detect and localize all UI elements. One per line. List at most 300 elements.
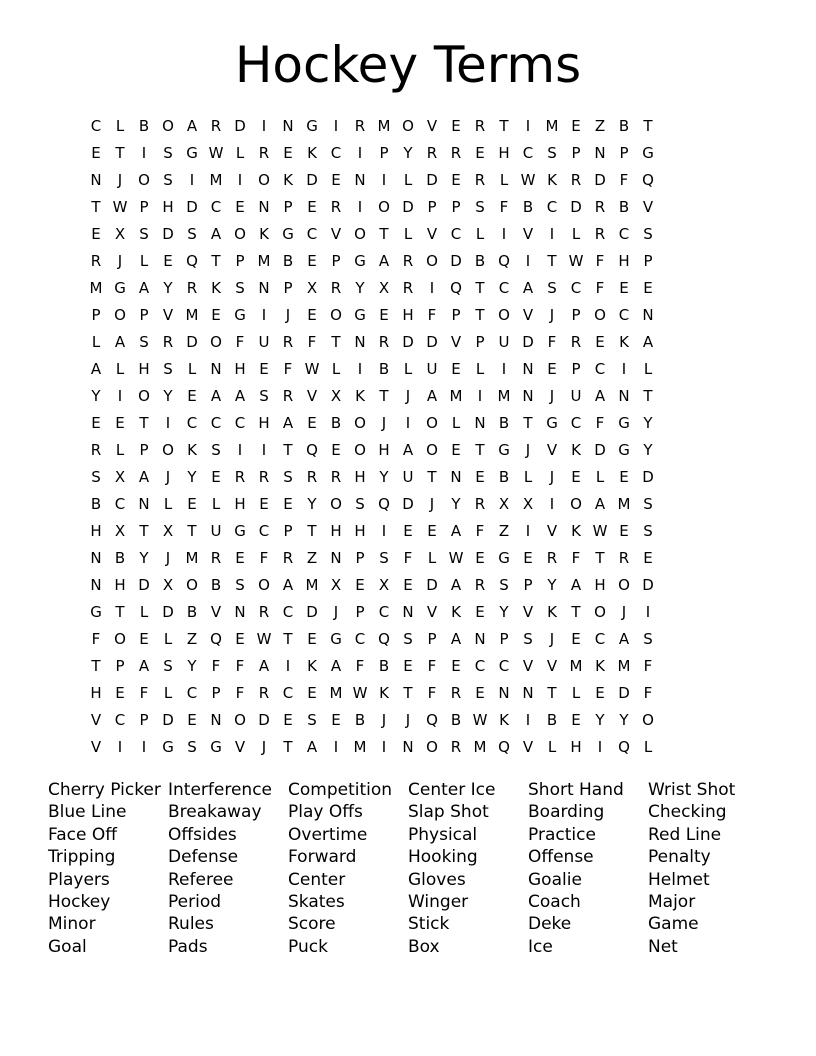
grid-letter[interactable]: K — [451, 603, 461, 621]
grid-letter[interactable]: E — [307, 306, 317, 324]
grid-letter[interactable]: B — [618, 117, 630, 135]
grid-letter[interactable]: E — [91, 414, 101, 432]
grid-letter[interactable]: Z — [306, 549, 318, 567]
grid-letter[interactable]: E — [595, 684, 605, 702]
grid-letter[interactable]: F — [499, 198, 509, 216]
grid-letter[interactable]: H — [498, 144, 510, 162]
grid-letter[interactable]: T — [187, 522, 197, 540]
grid-letter[interactable]: O — [354, 225, 366, 243]
grid-letter[interactable]: J — [549, 468, 555, 486]
grid-letter[interactable]: R — [258, 684, 270, 702]
grid-letter[interactable]: T — [115, 144, 125, 162]
grid-letter[interactable]: T — [211, 252, 221, 270]
grid-letter[interactable]: B — [138, 117, 150, 135]
grid-letter[interactable]: L — [643, 360, 653, 378]
grid-letter[interactable]: E — [475, 684, 485, 702]
grid-letter[interactable]: A — [234, 387, 246, 405]
grid-letter[interactable]: F — [427, 306, 437, 324]
grid-letter[interactable]: A — [210, 387, 222, 405]
grid-letter[interactable]: B — [210, 576, 222, 594]
grid-letter[interactable]: M — [473, 738, 487, 756]
grid-letter[interactable]: P — [235, 252, 245, 270]
grid-letter[interactable]: Y — [643, 441, 653, 459]
grid-letter[interactable]: I — [525, 711, 531, 729]
grid-letter[interactable]: D — [642, 468, 654, 486]
grid-letter[interactable]: E — [619, 468, 629, 486]
grid-letter[interactable]: O — [426, 441, 438, 459]
grid-letter[interactable]: V — [426, 225, 438, 243]
grid-letter[interactable]: N — [90, 576, 102, 594]
grid-letter[interactable]: E — [619, 279, 629, 297]
grid-letter[interactable]: N — [210, 360, 222, 378]
grid-letter[interactable]: V — [90, 738, 102, 756]
grid-letter[interactable]: G — [498, 549, 510, 567]
grid-letter[interactable]: V — [546, 522, 558, 540]
grid-letter[interactable]: H — [258, 414, 270, 432]
grid-letter[interactable]: C — [618, 225, 630, 243]
grid-letter[interactable]: Y — [451, 495, 461, 513]
grid-letter[interactable]: D — [402, 495, 414, 513]
grid-letter[interactable]: I — [357, 144, 363, 162]
grid-letter[interactable]: K — [547, 603, 557, 621]
grid-letter[interactable]: A — [258, 657, 270, 675]
grid-letter[interactable]: E — [571, 630, 581, 648]
grid-letter[interactable]: E — [91, 144, 101, 162]
grid-letter[interactable]: R — [450, 738, 462, 756]
grid-letter[interactable]: R — [378, 333, 390, 351]
grid-letter[interactable]: P — [619, 144, 629, 162]
grid-letter[interactable]: S — [643, 225, 653, 243]
grid-letter[interactable]: N — [330, 549, 342, 567]
grid-letter[interactable]: E — [475, 468, 485, 486]
grid-letter[interactable]: Y — [403, 144, 413, 162]
grid-letter[interactable]: S — [139, 333, 149, 351]
grid-letter[interactable]: F — [355, 657, 365, 675]
grid-letter[interactable]: P — [379, 144, 389, 162]
grid-letter[interactable]: R — [282, 549, 294, 567]
grid-letter[interactable]: O — [114, 306, 126, 324]
grid-letter[interactable]: N — [618, 387, 630, 405]
grid-letter[interactable]: A — [570, 576, 582, 594]
grid-letter[interactable]: T — [475, 441, 485, 459]
grid-letter[interactable]: I — [381, 522, 387, 540]
grid-letter[interactable]: O — [138, 171, 150, 189]
grid-letter[interactable]: T — [403, 684, 413, 702]
grid-letter[interactable]: L — [571, 684, 581, 702]
grid-letter[interactable]: T — [283, 630, 293, 648]
grid-letter[interactable]: C — [474, 657, 486, 675]
grid-letter[interactable]: E — [163, 252, 173, 270]
grid-letter[interactable]: L — [91, 333, 101, 351]
grid-letter[interactable]: X — [522, 495, 534, 513]
grid-letter[interactable]: S — [139, 225, 149, 243]
grid-letter[interactable]: E — [403, 657, 413, 675]
grid-letter[interactable]: R — [330, 198, 342, 216]
grid-letter[interactable]: C — [498, 279, 510, 297]
grid-letter[interactable]: S — [163, 144, 173, 162]
grid-letter[interactable]: V — [330, 225, 342, 243]
grid-letter[interactable]: N — [258, 198, 270, 216]
grid-letter[interactable]: I — [261, 306, 267, 324]
grid-letter[interactable]: E — [523, 549, 533, 567]
grid-letter[interactable]: L — [163, 495, 173, 513]
grid-letter[interactable]: L — [187, 360, 197, 378]
grid-letter[interactable]: K — [283, 171, 293, 189]
grid-letter[interactable]: B — [546, 711, 558, 729]
grid-letter[interactable]: M — [617, 495, 631, 513]
grid-letter[interactable]: K — [307, 144, 317, 162]
grid-letter[interactable]: U — [498, 333, 510, 351]
grid-letter[interactable]: K — [619, 333, 629, 351]
grid-letter[interactable]: F — [307, 333, 317, 351]
grid-letter[interactable]: D — [234, 117, 246, 135]
grid-letter[interactable]: I — [525, 252, 531, 270]
grid-letter[interactable]: C — [330, 144, 342, 162]
grid-letter[interactable]: M — [329, 684, 343, 702]
grid-letter[interactable]: E — [307, 684, 317, 702]
grid-letter[interactable]: X — [378, 279, 390, 297]
grid-letter[interactable]: J — [405, 387, 411, 405]
grid-letter[interactable]: G — [90, 603, 102, 621]
grid-letter[interactable]: B — [282, 252, 294, 270]
grid-letter[interactable]: R — [330, 468, 342, 486]
grid-letter[interactable]: P — [523, 576, 533, 594]
grid-letter[interactable]: L — [595, 468, 605, 486]
grid-letter[interactable]: C — [210, 198, 222, 216]
grid-letter[interactable]: N — [474, 414, 486, 432]
grid-letter[interactable]: F — [235, 657, 245, 675]
grid-letter[interactable]: S — [643, 522, 653, 540]
grid-letter[interactable]: S — [163, 171, 173, 189]
grid-letter[interactable]: Z — [186, 630, 198, 648]
grid-letter[interactable]: J — [333, 603, 339, 621]
grid-letter[interactable]: F — [619, 171, 629, 189]
grid-letter[interactable]: I — [621, 360, 627, 378]
grid-letter[interactable]: F — [571, 549, 581, 567]
grid-letter[interactable]: P — [283, 279, 293, 297]
grid-letter[interactable]: J — [261, 738, 267, 756]
grid-letter[interactable]: L — [211, 495, 221, 513]
grid-letter[interactable]: I — [429, 279, 435, 297]
grid-letter[interactable]: V — [90, 711, 102, 729]
grid-letter[interactable]: E — [643, 549, 653, 567]
grid-letter[interactable]: I — [141, 738, 147, 756]
grid-letter[interactable]: F — [91, 630, 101, 648]
grid-letter[interactable]: N — [522, 360, 534, 378]
grid-letter[interactable]: E — [139, 630, 149, 648]
grid-letter[interactable]: T — [139, 522, 149, 540]
grid-letter[interactable]: V — [162, 306, 174, 324]
grid-letter[interactable]: D — [186, 198, 198, 216]
grid-letter[interactable]: D — [426, 333, 438, 351]
grid-letter[interactable]: Y — [643, 414, 653, 432]
grid-letter[interactable]: M — [545, 117, 559, 135]
grid-letter[interactable]: O — [258, 171, 270, 189]
grid-letter[interactable]: F — [259, 549, 269, 567]
grid-letter[interactable]: Q — [642, 171, 654, 189]
grid-letter[interactable]: H — [354, 522, 366, 540]
grid-letter[interactable]: P — [211, 684, 221, 702]
grid-letter[interactable]: O — [426, 738, 438, 756]
grid-letter[interactable]: C — [114, 495, 126, 513]
grid-letter[interactable]: G — [354, 306, 366, 324]
grid-letter[interactable]: A — [138, 468, 150, 486]
grid-letter[interactable]: Q — [186, 252, 198, 270]
grid-letter[interactable]: S — [235, 576, 245, 594]
grid-letter[interactable]: T — [547, 684, 557, 702]
grid-letter[interactable]: R — [258, 468, 270, 486]
grid-letter[interactable]: O — [354, 414, 366, 432]
grid-letter[interactable]: V — [210, 603, 222, 621]
grid-letter[interactable]: I — [141, 144, 147, 162]
grid-letter[interactable]: B — [114, 549, 126, 567]
grid-letter[interactable]: S — [163, 657, 173, 675]
grid-letter[interactable]: W — [352, 684, 368, 702]
grid-letter[interactable]: I — [381, 171, 387, 189]
grid-letter[interactable]: J — [621, 603, 627, 621]
grid-letter[interactable]: O — [354, 441, 366, 459]
grid-letter[interactable]: E — [211, 306, 221, 324]
grid-letter[interactable]: W — [592, 522, 608, 540]
grid-letter[interactable]: E — [283, 144, 293, 162]
grid-letter[interactable]: P — [355, 549, 365, 567]
grid-letter[interactable]: G — [210, 738, 222, 756]
grid-letter[interactable]: C — [450, 225, 462, 243]
grid-letter[interactable]: P — [283, 522, 293, 540]
grid-letter[interactable]: P — [139, 441, 149, 459]
grid-letter[interactable]: H — [402, 306, 414, 324]
grid-letter[interactable]: R — [90, 252, 102, 270]
grid-letter[interactable]: A — [642, 333, 654, 351]
grid-letter[interactable]: F — [427, 657, 437, 675]
grid-letter[interactable]: N — [90, 549, 102, 567]
grid-letter[interactable]: N — [522, 684, 534, 702]
grid-letter[interactable]: O — [162, 441, 174, 459]
grid-letter[interactable]: G — [546, 414, 558, 432]
grid-letter[interactable]: T — [595, 549, 605, 567]
grid-letter[interactable]: B — [618, 198, 630, 216]
grid-letter[interactable]: L — [403, 360, 413, 378]
grid-letter[interactable]: B — [498, 414, 510, 432]
grid-letter[interactable]: E — [211, 468, 221, 486]
grid-letter[interactable]: O — [426, 414, 438, 432]
grid-letter[interactable]: S — [403, 630, 413, 648]
grid-letter[interactable]: M — [209, 171, 223, 189]
grid-letter[interactable]: E — [187, 711, 197, 729]
grid-letter[interactable]: R — [570, 333, 582, 351]
grid-letter[interactable]: S — [643, 630, 653, 648]
grid-letter[interactable]: O — [426, 252, 438, 270]
grid-letter[interactable]: O — [162, 117, 174, 135]
grid-letter[interactable]: A — [210, 225, 222, 243]
grid-letter[interactable]: V — [306, 387, 318, 405]
grid-letter[interactable]: A — [186, 117, 198, 135]
grid-letter[interactable]: F — [595, 279, 605, 297]
grid-letter[interactable]: R — [450, 684, 462, 702]
grid-letter[interactable]: J — [165, 549, 171, 567]
grid-letter[interactable]: R — [258, 603, 270, 621]
grid-letter[interactable]: U — [426, 360, 438, 378]
grid-letter[interactable]: E — [451, 360, 461, 378]
grid-letter[interactable]: G — [330, 630, 342, 648]
grid-letter[interactable]: E — [427, 522, 437, 540]
grid-letter[interactable]: K — [595, 657, 605, 675]
grid-letter[interactable]: O — [210, 333, 222, 351]
grid-letter[interactable]: H — [234, 360, 246, 378]
grid-letter[interactable]: L — [115, 441, 125, 459]
grid-letter[interactable]: R — [474, 171, 486, 189]
grid-letter[interactable]: R — [90, 441, 102, 459]
grid-letter[interactable]: M — [353, 738, 367, 756]
grid-letter[interactable]: R — [162, 333, 174, 351]
grid-letter[interactable]: Y — [163, 279, 173, 297]
grid-letter[interactable]: L — [235, 144, 245, 162]
grid-letter[interactable]: A — [114, 333, 126, 351]
grid-letter[interactable]: O — [330, 306, 342, 324]
grid-letter[interactable]: E — [571, 711, 581, 729]
grid-letter[interactable]: I — [165, 414, 171, 432]
grid-letter[interactable]: E — [379, 306, 389, 324]
grid-letter[interactable]: K — [211, 279, 221, 297]
grid-letter[interactable]: K — [259, 225, 269, 243]
grid-letter[interactable]: H — [114, 576, 126, 594]
grid-letter[interactable]: D — [426, 171, 438, 189]
grid-letter[interactable]: L — [115, 360, 125, 378]
grid-letter[interactable]: T — [283, 738, 293, 756]
grid-letter[interactable]: I — [549, 225, 555, 243]
grid-letter[interactable]: I — [501, 360, 507, 378]
grid-letter[interactable]: P — [571, 144, 581, 162]
grid-letter[interactable]: F — [211, 657, 221, 675]
grid-letter[interactable]: H — [330, 522, 342, 540]
grid-letter[interactable]: N — [474, 630, 486, 648]
grid-letter[interactable]: D — [306, 171, 318, 189]
grid-letter[interactable]: I — [477, 387, 483, 405]
grid-letter[interactable]: D — [258, 711, 270, 729]
grid-letter[interactable]: P — [451, 198, 461, 216]
grid-letter[interactable]: P — [475, 333, 485, 351]
grid-letter[interactable]: F — [475, 522, 485, 540]
grid-letter[interactable]: J — [429, 495, 435, 513]
grid-letter[interactable]: C — [570, 279, 582, 297]
grid-letter[interactable]: D — [138, 576, 150, 594]
grid-letter[interactable]: B — [378, 657, 390, 675]
grid-letter[interactable]: F — [235, 684, 245, 702]
grid-letter[interactable]: N — [138, 495, 150, 513]
grid-letter[interactable]: X — [378, 576, 390, 594]
grid-letter[interactable]: N — [354, 333, 366, 351]
grid-letter[interactable]: L — [427, 549, 437, 567]
grid-letter[interactable]: N — [234, 603, 246, 621]
grid-letter[interactable]: X — [114, 522, 126, 540]
grid-letter[interactable]: A — [90, 360, 102, 378]
grid-letter[interactable]: E — [643, 279, 653, 297]
grid-letter[interactable]: N — [402, 738, 414, 756]
grid-letter[interactable]: D — [162, 711, 174, 729]
grid-letter[interactable]: L — [475, 225, 485, 243]
grid-letter[interactable]: H — [234, 495, 246, 513]
grid-letter[interactable]: E — [475, 603, 485, 621]
grid-letter[interactable]: K — [499, 711, 509, 729]
grid-letter[interactable]: T — [475, 279, 485, 297]
grid-letter[interactable]: P — [499, 630, 509, 648]
grid-letter[interactable]: X — [330, 576, 342, 594]
grid-letter[interactable]: T — [139, 414, 149, 432]
grid-letter[interactable]: I — [597, 738, 603, 756]
grid-letter[interactable]: H — [594, 576, 606, 594]
grid-letter[interactable]: J — [117, 252, 123, 270]
grid-letter[interactable]: C — [210, 414, 222, 432]
grid-letter[interactable]: A — [138, 657, 150, 675]
grid-letter[interactable]: H — [162, 198, 174, 216]
grid-letter[interactable]: E — [259, 360, 269, 378]
grid-letter[interactable]: Y — [187, 468, 197, 486]
grid-letter[interactable]: P — [451, 306, 461, 324]
grid-letter[interactable]: T — [571, 603, 581, 621]
grid-letter[interactable]: M — [89, 279, 103, 297]
grid-letter[interactable]: T — [91, 198, 101, 216]
grid-letter[interactable]: B — [498, 468, 510, 486]
grid-letter[interactable]: O — [642, 711, 654, 729]
grid-letter[interactable]: A — [450, 576, 462, 594]
grid-letter[interactable]: Z — [498, 522, 510, 540]
grid-letter[interactable]: I — [645, 603, 651, 621]
grid-letter[interactable]: R — [594, 225, 606, 243]
grid-letter[interactable]: T — [499, 117, 509, 135]
grid-letter[interactable]: P — [139, 198, 149, 216]
grid-letter[interactable]: E — [475, 144, 485, 162]
grid-letter[interactable]: E — [547, 360, 557, 378]
grid-letter[interactable]: H — [378, 441, 390, 459]
grid-letter[interactable]: D — [162, 603, 174, 621]
grid-letter[interactable]: H — [354, 468, 366, 486]
grid-letter[interactable]: T — [283, 441, 293, 459]
grid-letter[interactable]: D — [594, 171, 606, 189]
grid-letter[interactable]: R — [594, 198, 606, 216]
grid-letter[interactable]: L — [403, 225, 413, 243]
grid-letter[interactable]: N — [282, 117, 294, 135]
grid-letter[interactable]: E — [235, 549, 245, 567]
grid-letter[interactable]: J — [405, 711, 411, 729]
grid-letter[interactable]: F — [643, 684, 653, 702]
grid-letter[interactable]: A — [330, 657, 342, 675]
grid-letter[interactable]: C — [570, 414, 582, 432]
grid-letter[interactable]: E — [307, 198, 317, 216]
grid-letter[interactable]: I — [549, 495, 555, 513]
grid-letter[interactable]: O — [330, 495, 342, 513]
grid-letter[interactable]: G — [498, 441, 510, 459]
grid-letter[interactable]: I — [525, 117, 531, 135]
grid-letter[interactable]: A — [402, 441, 414, 459]
grid-letter[interactable]: M — [185, 306, 199, 324]
grid-letter[interactable]: Q — [210, 630, 222, 648]
grid-letter[interactable]: Y — [187, 657, 197, 675]
grid-letter[interactable]: G — [234, 306, 246, 324]
grid-letter[interactable]: S — [355, 495, 365, 513]
grid-letter[interactable]: T — [643, 387, 653, 405]
grid-letter[interactable]: U — [258, 333, 270, 351]
grid-letter[interactable]: I — [501, 225, 507, 243]
grid-letter[interactable]: O — [258, 576, 270, 594]
grid-letter[interactable]: T — [547, 252, 557, 270]
grid-letter[interactable]: R — [402, 279, 414, 297]
grid-letter[interactable]: I — [261, 441, 267, 459]
grid-letter[interactable]: B — [378, 360, 390, 378]
grid-letter[interactable]: D — [450, 252, 462, 270]
grid-letter[interactable]: N — [522, 387, 534, 405]
grid-letter[interactable]: Q — [306, 441, 318, 459]
grid-letter[interactable]: C — [282, 684, 294, 702]
